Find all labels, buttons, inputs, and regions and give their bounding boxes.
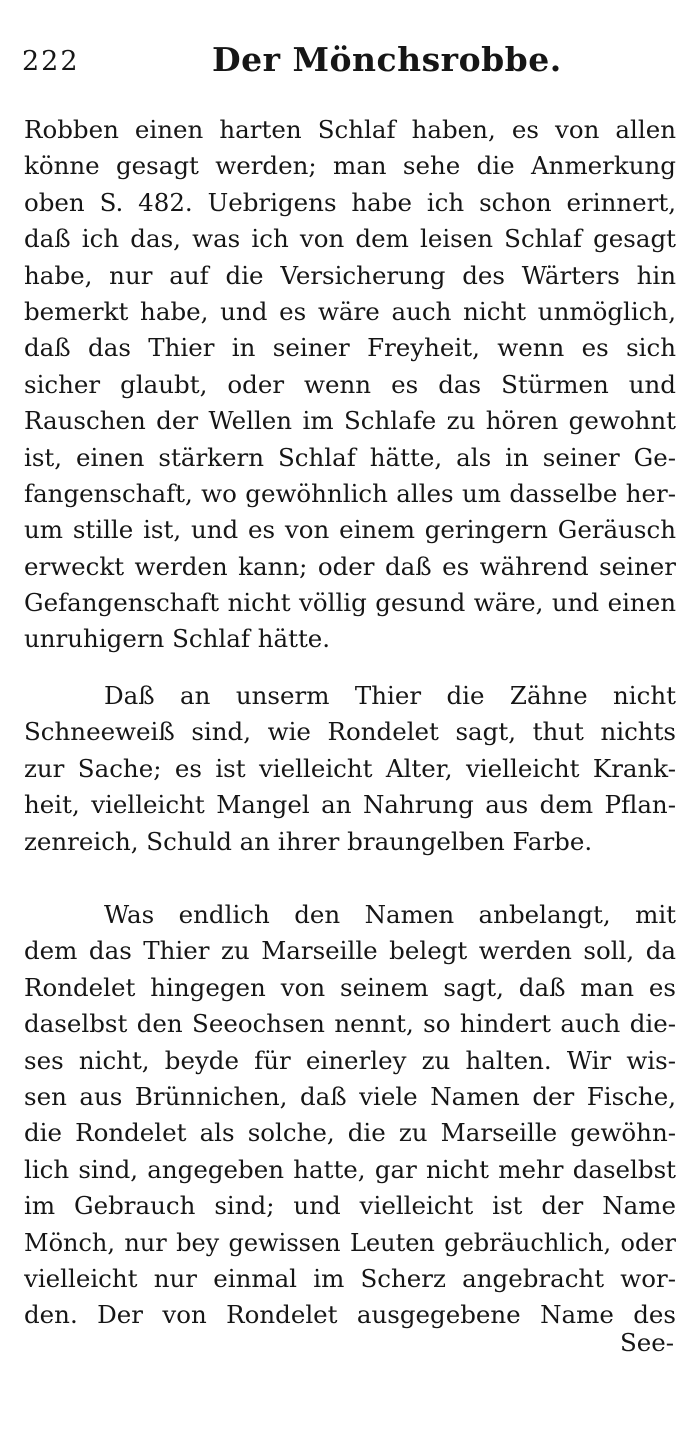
- text-line: könne gesagt werden; man sehe die Anmerkung: [24, 151, 676, 181]
- text-line: um stille ist, und es von einem geringern Geräusch: [24, 515, 676, 545]
- text-line: erweckt werden kann; oder daß es während seiner: [24, 551, 676, 581]
- text-line: Rauschen der Wellen im Schlafe zu hören gewohnt: [24, 406, 676, 436]
- catchword: See-: [619, 1328, 674, 1357]
- text-line: fangenschaft, wo gewöhnlich alles um dasselbe her-: [24, 478, 676, 508]
- text-line: sen aus Brünnichen, daß viele Namen der Fische,: [24, 1081, 676, 1111]
- text-line: vielleicht nur einmal im Scherz angebracht wor-: [24, 1263, 676, 1293]
- text-line: habe, nur auf die Versicherung des Wärters hin: [24, 260, 676, 290]
- text-line: im Gebrauch sind; und vielleicht ist der Name: [24, 1191, 676, 1221]
- text-line: Robben einen harten Schlaf haben, es von allen: [24, 115, 676, 144]
- text-line: den. Der von Rondelet ausgegebene Name des: [24, 1300, 676, 1330]
- text-line: Rondelet hingegen von seinem sagt, daß man es: [24, 972, 676, 1002]
- text-line: Schneeweiß sind, wie Rondelet sagt, thut nichts: [24, 717, 676, 747]
- text-line: heit, vielleicht Mangel an Nahrung aus dem Pflan-: [24, 790, 676, 820]
- text-line: daß ich das, was ich von dem leisen Schlaf gesagt: [24, 224, 676, 254]
- page-header: [22, 38, 678, 88]
- page-number: 222: [22, 46, 80, 77]
- paragraph-2: [24, 678, 676, 860]
- text-line: zenreich, Schuld an ihrer braungelben Farbe.: [24, 826, 593, 856]
- text-line: daß das Thier in seiner Freyheit, wenn es sich: [24, 333, 676, 363]
- text-line: bemerkt habe, und es wäre auch nicht unmöglich,: [24, 296, 676, 326]
- running-head: Der Mönchsrobbe.: [212, 40, 562, 79]
- text-line: die Rondelet als solche, die zu Marseille gewöhn-: [24, 1118, 676, 1148]
- text-line: zur Sache; es ist vielleicht Alter, vielleicht Krank-: [24, 753, 676, 783]
- text-line: Mönch, nur bey gewissen Leuten gebräuchlich, oder: [24, 1228, 676, 1257]
- paragraph-1: [24, 112, 676, 658]
- paragraph-3: [24, 897, 676, 1334]
- text-line: daselbst den Seeochsen nennt, so hindert auch die-: [24, 1009, 676, 1039]
- text-line: unruhigern Schlaf hätte.: [24, 624, 331, 654]
- text-line: Gefangenschaft nicht völlig gesund wäre, und einen: [24, 588, 676, 618]
- text-line: lich sind, angegeben hatte, gar nicht mehr daselbst: [24, 1154, 676, 1184]
- text-line: oben S. 482. Uebrigens habe ich schon erinnert,: [24, 187, 676, 217]
- text-line: ist, einen stärkern Schlaf hätte, als in seiner Ge-: [24, 442, 676, 472]
- text-line: Was endlich den Namen anbelangt, mit: [104, 900, 676, 929]
- text-line: sicher glaubt, oder wenn es das Stürmen und: [24, 369, 676, 399]
- text-line: Daß an unserm Thier die Zähne nicht: [104, 681, 676, 710]
- text-line: ses nicht, beyde für einerley zu halten. Wir wis-: [24, 1045, 676, 1075]
- text-line: dem das Thier zu Marseille belegt werden soll, da: [24, 936, 676, 966]
